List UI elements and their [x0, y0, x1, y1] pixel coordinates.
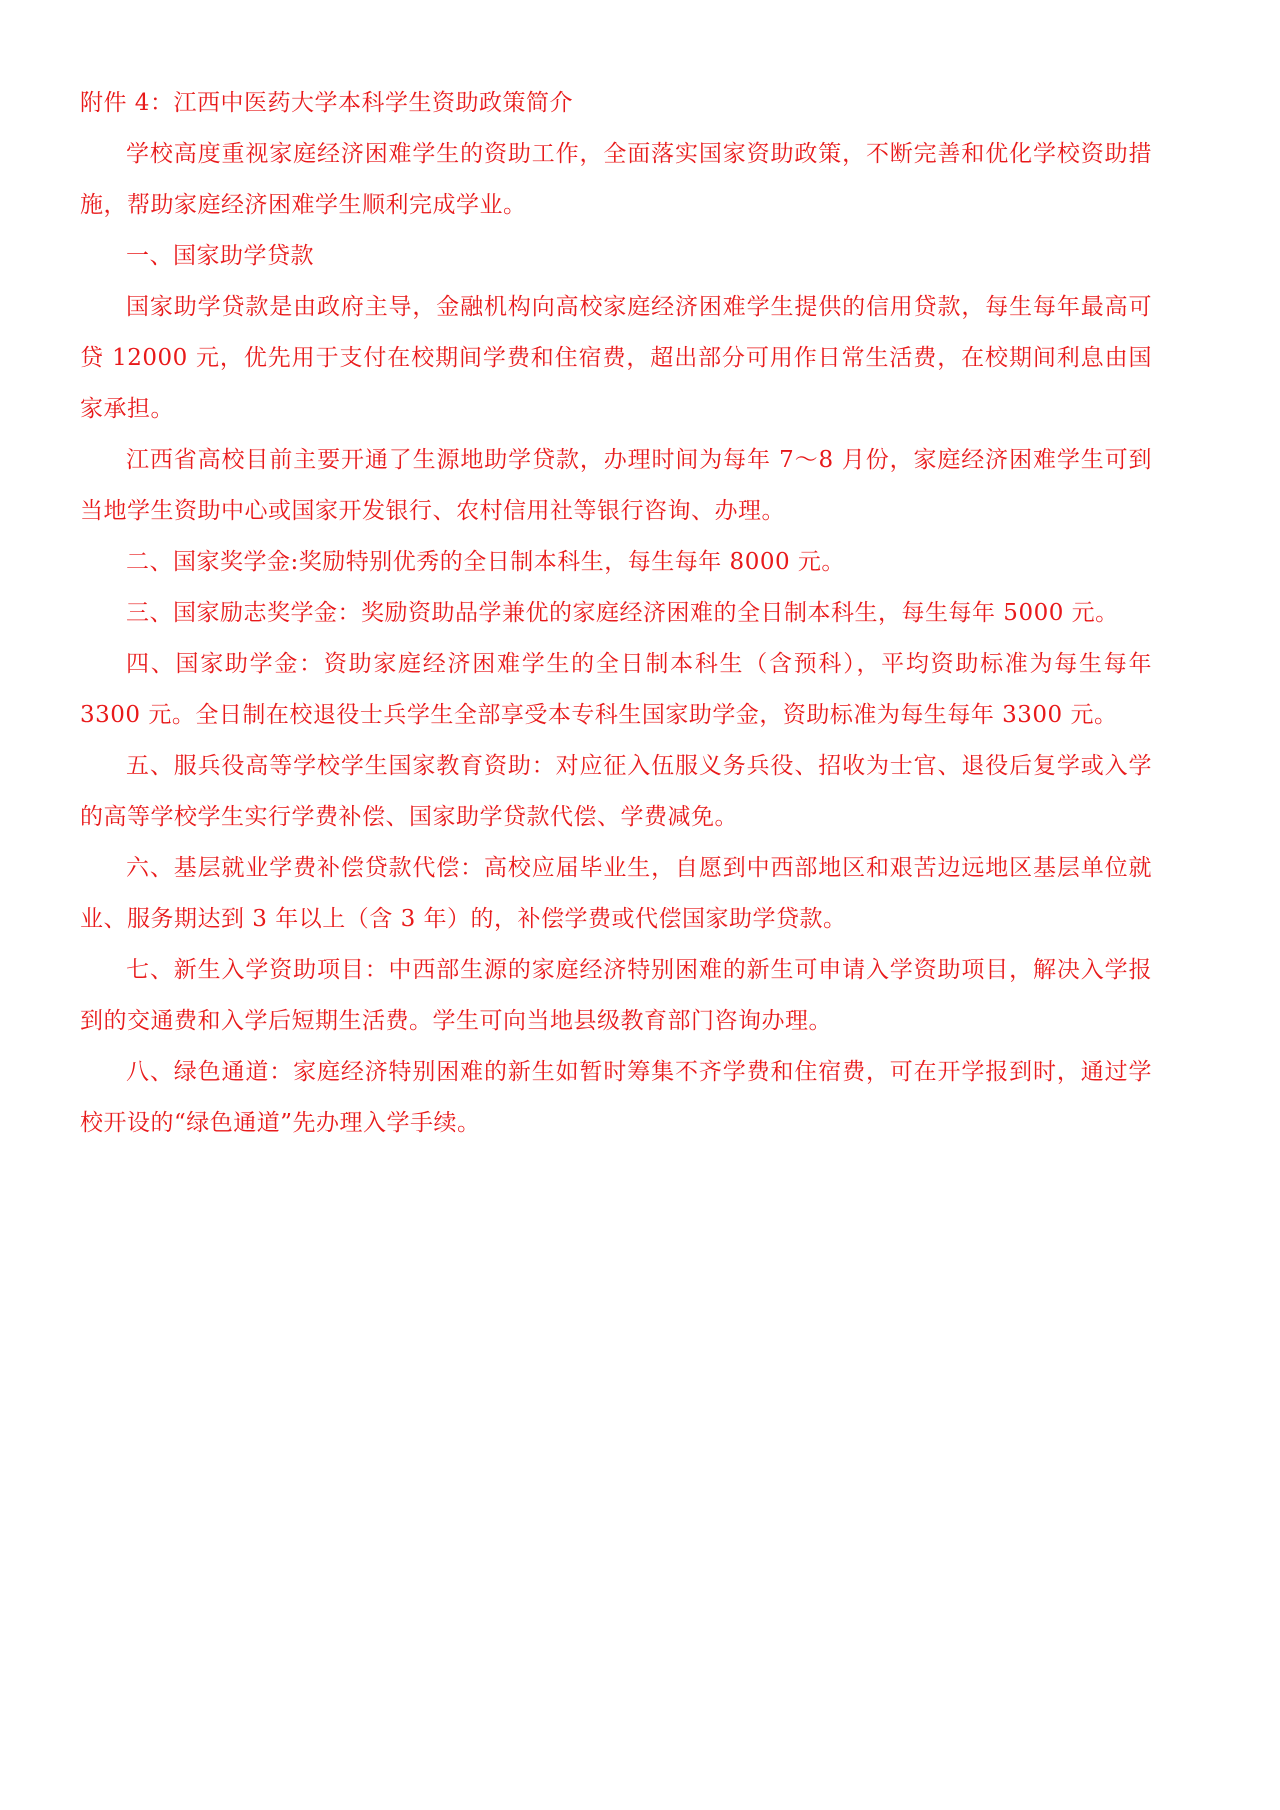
military-service-aid-paragraph: 五、服兵役高等学校学生国家教育资助：对应征入伍服义务兵役、招收为士官、退役后复学或入学的高等学校学生实行学费补偿、国家助学贷款代偿、学费减免。 [80, 753, 1152, 830]
freshman-aid-paragraph: 七、新生入学资助项目：中西部生源的家庭经济特别困难的新生可申请入学资助项目，解决入学报到的交通费和入学后短期生活费。学生可向当地县级教育部门咨询办理。 [80, 957, 1152, 1034]
document-title: 附件 4：江西中医药大学本科学生资助政策简介 [80, 90, 573, 116]
national-scholarship-paragraph: 二、国家奖学金:奖励特别优秀的全日制本科生，每生每年 8000 元。 [126, 549, 845, 575]
intro-paragraph: 学校高度重视家庭经济困难学生的资助工作，全面落实国家资助政策，不断完善和优化学校资助措施，帮助家庭经济困难学生顺利完成学业。 [80, 141, 1152, 218]
national-grant-paragraph: 四、国家助学金：资助家庭经济困难学生的全日制本科生（含预科），平均资助标准为每生每年 3300 元。全日制在校退役士兵学生全部享受本专科生国家助学金，资助标准为每生每年 3300 元。 [80, 651, 1152, 728]
document-page [80, 78, 1152, 1149]
loan-origin-paragraph: 江西省高校目前主要开通了生源地助学贷款，办理时间为每年 7～8 月份，家庭经济困难学生可到当地学生资助中心或国家开发银行、农村信用社等银行咨询、办理。 [80, 447, 1152, 524]
grassroots-employment-paragraph: 六、基层就业学费补偿贷款代偿：高校应届毕业生，自愿到中西部地区和艰苦边远地区基层单位就业、服务期达到 3 年以上（含 3 年）的，补偿学费或代偿国家助学贷款。 [80, 855, 1152, 932]
encouragement-scholarship-paragraph: 三、国家励志奖学金：奖励资助品学兼优的家庭经济困难的全日制本科生，每生每年 5000 元。 [126, 600, 1119, 626]
section-heading-loan: 一、国家助学贷款 [126, 243, 314, 269]
green-channel-paragraph: 八、绿色通道：家庭经济特别困难的新生如暂时筹集不齐学费和住宿费，可在开学报到时，通过学校开设的“绿色通道”先办理入学手续。 [80, 1059, 1152, 1136]
loan-paragraph: 国家助学贷款是由政府主导，金融机构向高校家庭经济困难学生提供的信用贷款，每生每年最高可贷 12000 元，优先用于支付在校期间学费和住宿费，超出部分可用作日常生活费，在校期间利息由国家承担。 [80, 294, 1152, 422]
